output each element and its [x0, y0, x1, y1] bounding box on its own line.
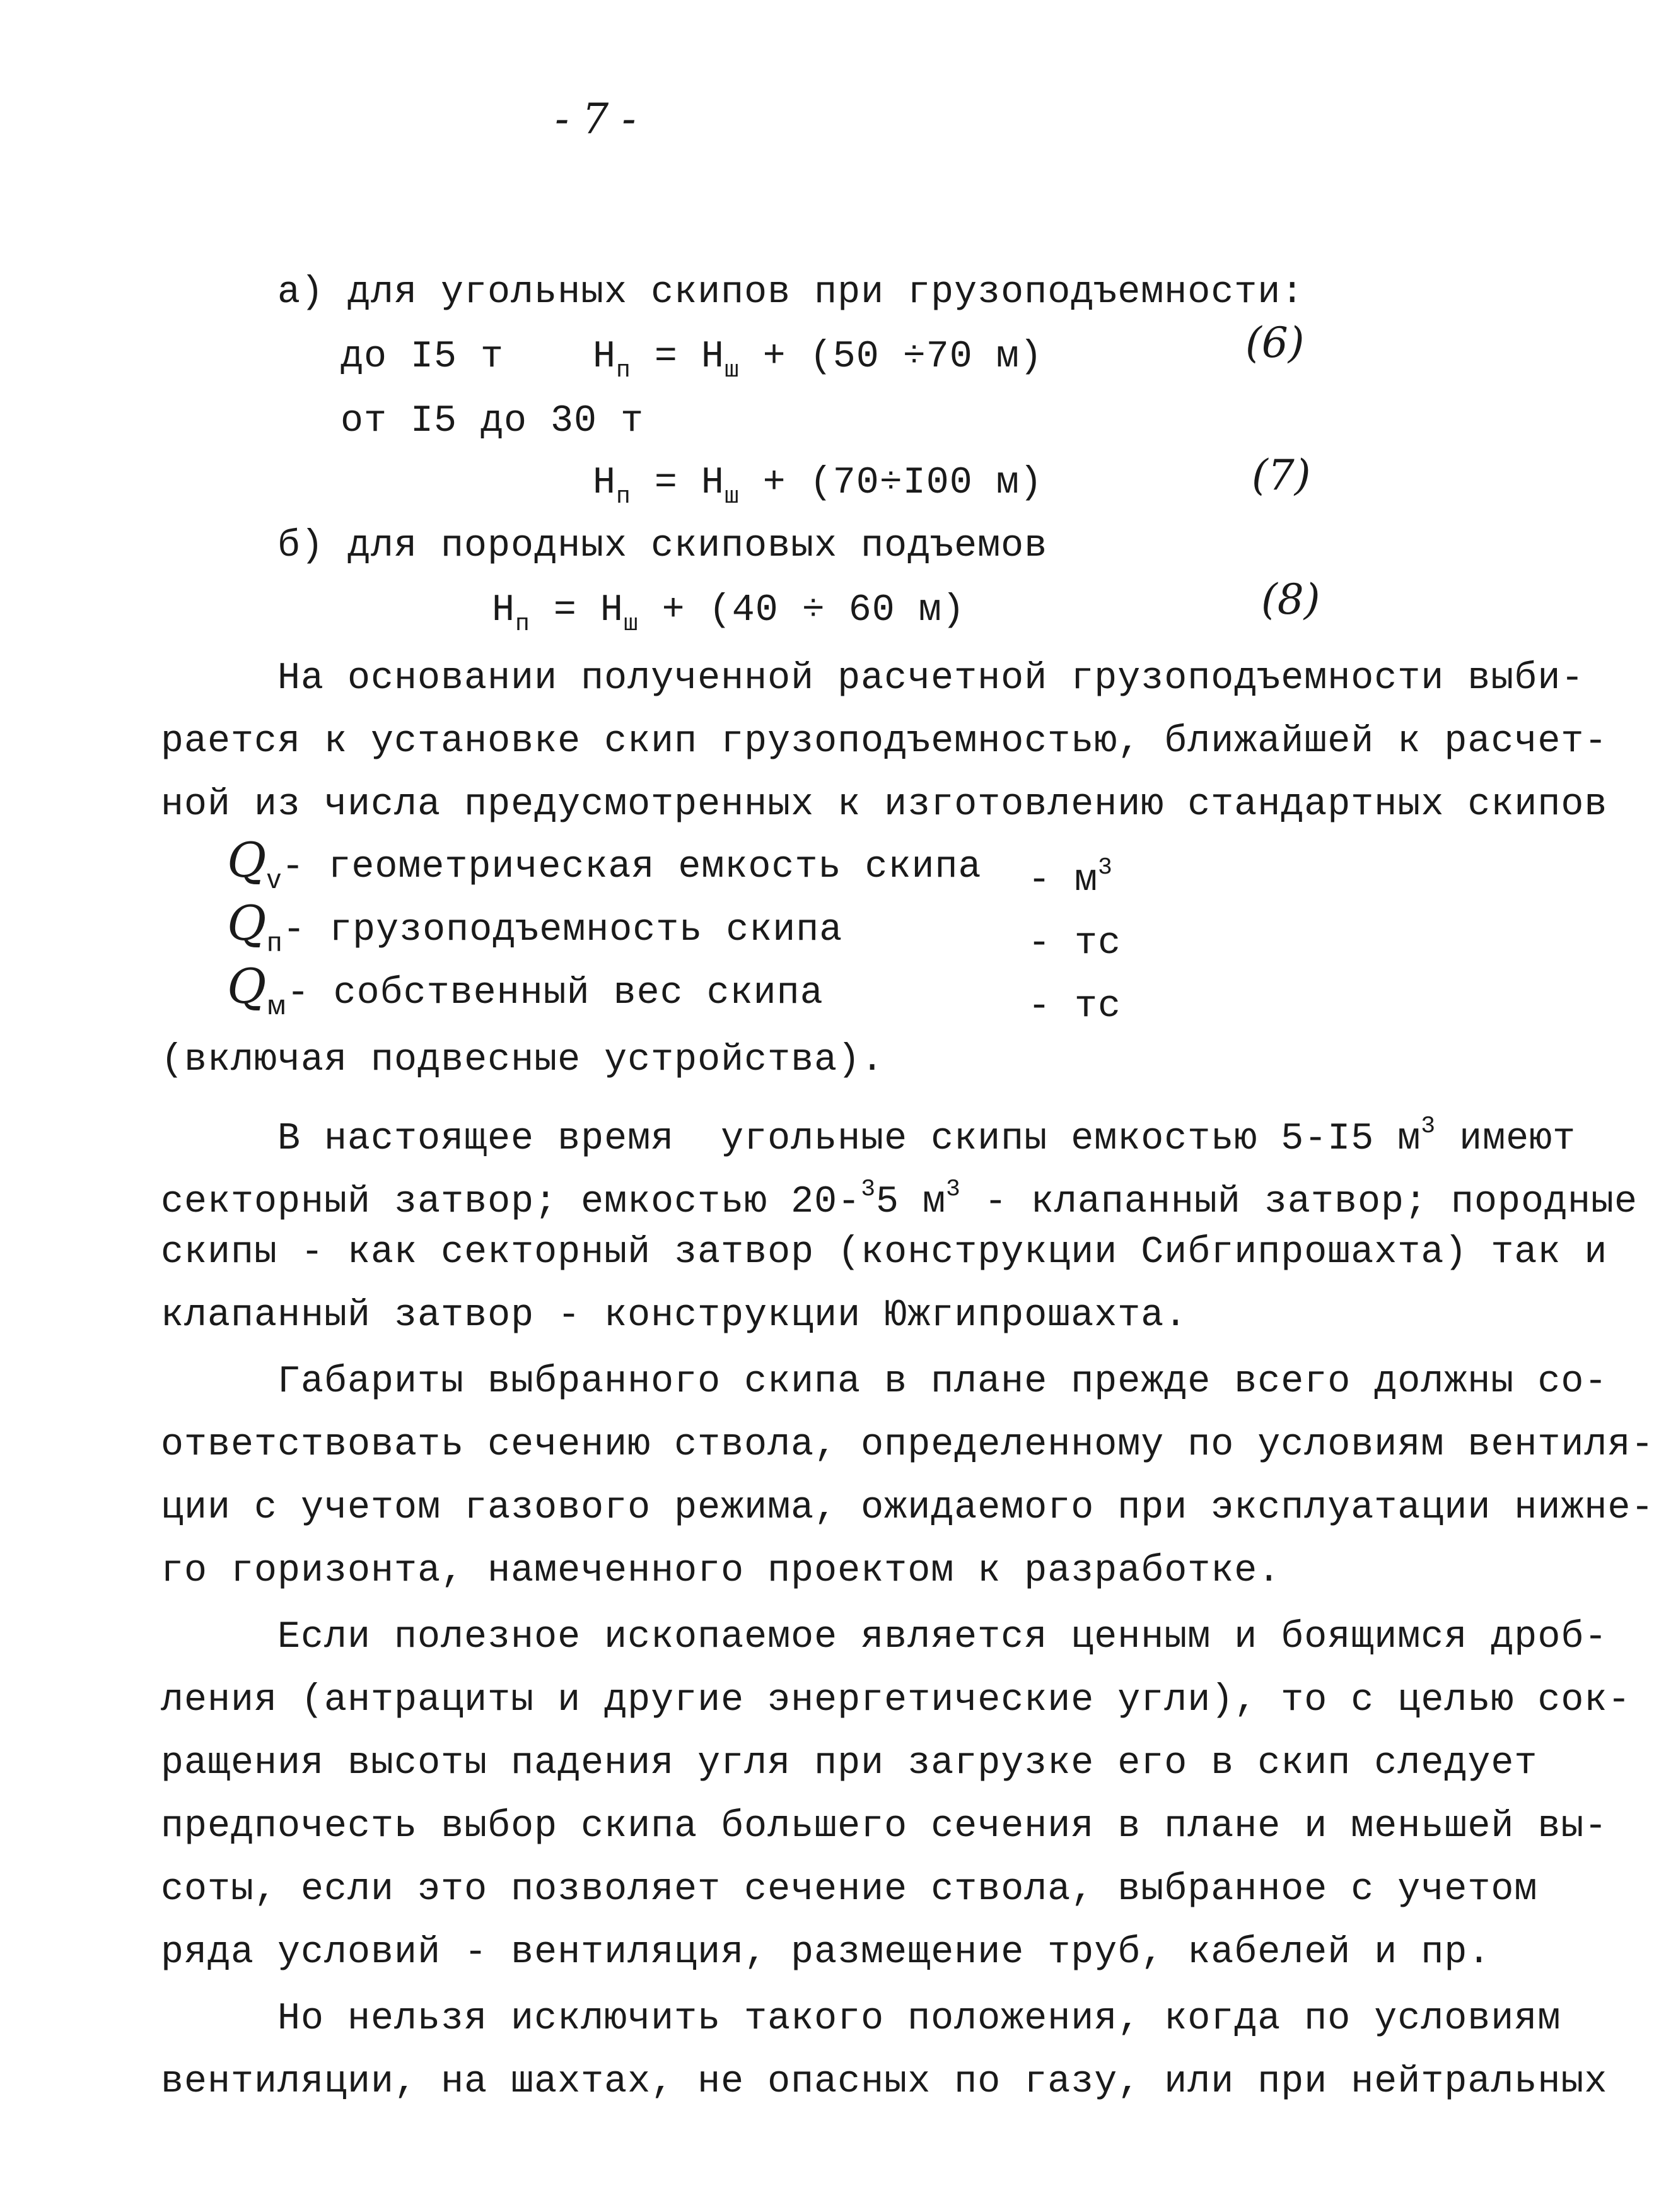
para4-line: ряда условий - вентиляция, размещение труб, кабелей и пр. [161, 1931, 1491, 1974]
item-a1-label: до I5 т [341, 336, 504, 378]
para5-line: вентиляции, на шахтах, не опасных по газу, или при нейтральных [161, 2061, 1608, 2104]
para5-line: Но нельзя исключить такого положения, когда по условиям [277, 1998, 1561, 2040]
item-a-heading: а) для угольных скипов при грузоподъемности: [277, 271, 1305, 314]
definition-row: $Q_м-$ собственный вес скипа [227, 958, 824, 1021]
definition-row: $Q_п-$ грузоподъемность скипа [227, 895, 843, 957]
para4-line: предпочесть выбор скипа большего сечения в плане и меньшей вы- [161, 1805, 1608, 1848]
para3-line: ответствовать сечению ствола, определенному по условиям вентиля- [161, 1424, 1654, 1466]
equation-number-7: (7) [1252, 451, 1311, 500]
definition-unit: - тс [1028, 922, 1122, 965]
para4-line: соты, если это позволяет сечение ствола, выбранное с учетом [161, 1868, 1538, 1911]
formula-6: $Н_п = Н_ш + (50 \div 70$ м) [593, 336, 1043, 384]
item-b-heading: б) для породных скиповых подъемов [277, 525, 1048, 568]
definitions-note: (включая подвесные устройства). [161, 1039, 885, 1082]
para4-line: Если полезное ископаемое является ценным и боящимся дроб- [277, 1616, 1608, 1659]
definition-unit: - $м^3$ [1028, 854, 1113, 902]
para4-line: ращения высоты падения угля при загрузке его в скип следует [161, 1742, 1538, 1785]
para4-line: ления (антрациты и другие энергетические угли), то с целью сок- [161, 1679, 1631, 1722]
para2-line: клапанный затвор - конструкции Южгипрошахта. [161, 1294, 1188, 1337]
formula-7: $Н_п = Н_ш + (70\div I00$ м) [593, 462, 1043, 510]
para1-line: На основании полученной расчетной грузоподъемности выби- [277, 657, 1585, 700]
para3-line: го горизонта, намеченного проектом к разработке. [161, 1550, 1281, 1593]
equation-number-8: (8) [1261, 575, 1320, 624]
para2-line: секторный затвор; емкостью 20-$^3$5 $м^3$ - клапанный затвор; породные [161, 1176, 1638, 1224]
definition-row: $Q_v-$ геометрическая емкость скипа [227, 832, 982, 894]
para3-line: Габариты выбранного скипа в плане прежде всего должны со- [277, 1361, 1608, 1403]
item-a2-label: от I5 до 30 т [341, 400, 644, 443]
para3-line: ции с учетом газового режима, ожидаемого при эксплуатации нижне- [161, 1487, 1654, 1530]
para2-line: В настоящее время угольные скипы емкостью 5-I5 $м^3$ имеют [277, 1113, 1576, 1161]
para1-line: ной из числа предусмотренных к изготовлению стандартных скипов [161, 783, 1608, 826]
equation-number-6: (6) [1245, 319, 1305, 367]
definition-unit: - тс [1028, 985, 1122, 1028]
formula-8: $Н_п = Н_ш + (40 \div 60$ м) [492, 589, 965, 638]
para2-line: скипы - как секторный затвор (конструкции Сибгипрошахта) так и [161, 1231, 1608, 1274]
page-number: - 7 - [555, 95, 636, 143]
para1-line: рается к установке скип грузоподъемностью, ближайшей к расчет- [161, 720, 1608, 763]
